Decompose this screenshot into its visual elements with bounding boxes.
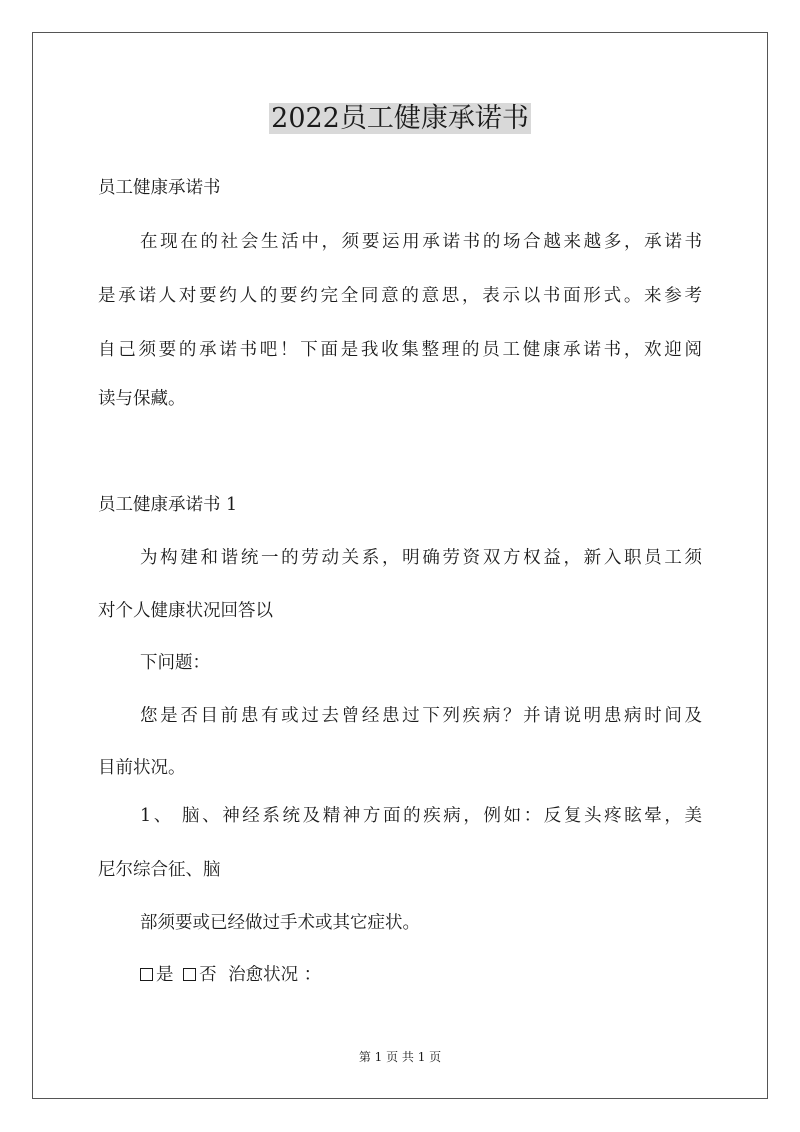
document-title-text: 2022员工健康承诺书	[271, 103, 529, 134]
no-checkbox[interactable]	[183, 968, 196, 981]
yes-label: 是	[156, 965, 174, 985]
options-row	[140, 962, 321, 988]
yes-checkbox[interactable]	[140, 968, 153, 981]
document-subtitle: 员工健康承诺书	[98, 178, 221, 198]
intro-line-4: 读与保藏。	[98, 389, 186, 409]
intro-line-2: 是承诺人对要约人的要约完全同意的意思，表示以书面形式。来参考	[98, 286, 702, 306]
para1-line-2: 对个人健康状况回答以	[98, 601, 273, 621]
para3-line-1: 您是否目前患有或过去曾经患过下列疾病？并请说明患病时间及	[140, 706, 702, 726]
treatment-label: 治愈状况 ：	[228, 965, 322, 985]
no-label: 否	[199, 965, 217, 985]
para3-line-2: 目前状况。	[98, 758, 186, 778]
document-title	[0, 99, 800, 139]
page-footer: 第 1 页 共 1 页	[358, 1050, 442, 1064]
intro-line-1: 在现在的社会生活中，须要运用承诺书的场合越来越多，承诺书	[140, 232, 702, 252]
item1-continuation: 部须要或已经做过手术或其它症状。	[140, 913, 420, 933]
item1-line-1: 1、 脑、神经系统及精神方面的疾病，例如：反复头疼眩晕，美	[140, 806, 702, 826]
para1-line-1: 为构建和谐统一的劳动关系，明确劳资双方权益，新入职员工须	[140, 548, 702, 568]
intro-line-3: 自己须要的承诺书吧！下面是我收集整理的员工健康承诺书，欢迎阅	[98, 340, 702, 360]
item1-line-2: 尼尔综合征、脑	[98, 860, 221, 880]
section-heading: 员工健康承诺书 1	[98, 495, 238, 515]
para2-text: 下问题：	[140, 653, 210, 673]
